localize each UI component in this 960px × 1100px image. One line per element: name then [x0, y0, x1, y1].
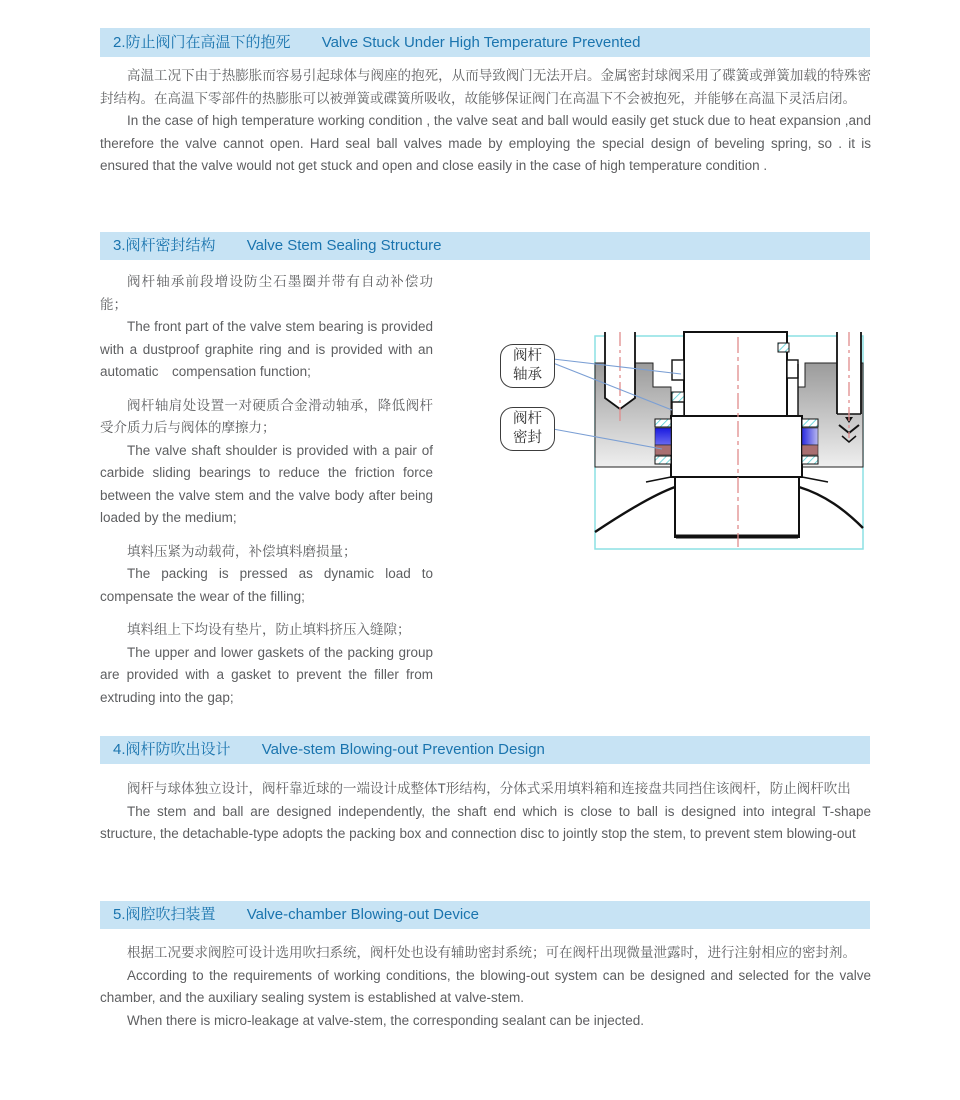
section-2-title-cn: 2.防止阀门在高温下的抱死	[113, 34, 291, 51]
upper-bearing	[778, 343, 789, 352]
callout-line: 阀杆	[513, 411, 542, 427]
section-2-paragraph-cn: 高温工况下由于热膨胀而容易引起球体与阀座的抱死，从而导致阀门无法开启。金属密封球阀采用了碟簧或弹簧加载的特殊密封结构。在高温下零部件的热膨胀可以被弹簧或碟簧所吸收，故能够保证阀门在高温下不会被抱死，并能够在高温下灵活启闭。	[100, 68, 871, 106]
feature-en: The valve shaft shoulder is provided with a pair of carbide sliding bearings to reduce the friction force between the valve stem and the valve body after being loaded by the medium;	[100, 442, 433, 525]
section-3-body	[100, 271, 433, 720]
gasket	[802, 419, 818, 427]
stem-seal-maroon	[802, 445, 818, 455]
feature-cn: 阀杆轴肩处设置一对硬质合金滑动轴承，降低阀杆受介质力后与阀体的摩擦力；	[100, 397, 433, 435]
feature-en: The upper and lower gaskets of the packing group are provided with a gasket to prevent the filler from extruding into the gap;	[100, 644, 433, 705]
feature-item	[100, 619, 433, 709]
feature-en: The packing is pressed as dynamic load to compensate the wear of the filling;	[100, 566, 433, 604]
gasket	[655, 456, 671, 464]
section-2-paragraph-en: In the case of high temperature working condition , the valve seat and ball would easily get stuck due to heat expansion ,and therefore the valve cannot open. Hard seal ball valves made by employing the special design of beveling spring, so . it is ensured that the valve would not get stuck and open and close easily in the case of high temperature condition .	[100, 113, 871, 173]
section-5-paragraph-cn: 根据工况要求阀腔可设计选用吹扫系统，阀杆处也设有辅助密封系统；可在阀杆出现微量泄露时，进行注射相应的密封剂。	[127, 945, 856, 960]
section-4-title-en: Valve-stem Blowing-out Prevention Design	[261, 741, 545, 758]
section-4-header	[100, 736, 870, 764]
section-5-body	[100, 942, 871, 1032]
stem-lower	[675, 477, 799, 537]
section-3-title-en: Valve Stem Sealing Structure	[246, 237, 442, 254]
stem-upper	[684, 332, 787, 416]
section-4-body	[100, 778, 871, 846]
valve-stem-diagram	[495, 330, 870, 558]
callout-line: 密封	[513, 430, 542, 446]
feature-cn: 填料组上下均设有垫片，防止填料挤压入缝隙；	[127, 622, 411, 637]
stem-seal-blue	[802, 428, 818, 445]
section-2-title-en: Valve Stuck Under High Temperature Prevented	[321, 34, 641, 51]
section-5-paragraph-en1: According to the requirements of working conditions, the blowing-out system can be designed and selected for the valve chamber, and the auxiliary sealing system is established at valve-stem.	[100, 967, 871, 1005]
section-5-title-en: Valve-chamber Blowing-out Device	[246, 906, 480, 923]
section-4-paragraph-cn: 阀杆与球体独立设计，阀杆靠近球的一端设计成整体T形结构，分体式采用填料箱和连接盘共同挡住该阀杆，防止阀杆吹出	[127, 781, 851, 796]
stem-seal-blue	[655, 428, 671, 445]
section-5-title-cn: 5.阀腔吹扫装置	[113, 906, 216, 923]
callout-line: 轴承	[513, 367, 542, 383]
right-step	[787, 360, 798, 378]
gasket	[655, 419, 671, 427]
gasket	[802, 456, 818, 464]
feature-item	[100, 541, 433, 609]
lower-bearing	[672, 392, 684, 402]
feature-en: The front part of the valve stem bearing is provided with a dustproof graphite ring and is provided with an automatic compensation function;	[100, 319, 433, 379]
feature-cn: 阀杆轴承前段增设防尘石墨圈并带有自动补偿功能；	[100, 274, 433, 312]
section-2-body	[100, 65, 871, 178]
callout-stem-seal	[500, 407, 555, 451]
feature-item	[100, 271, 433, 384]
section-3-header	[100, 232, 870, 260]
left-step	[672, 360, 684, 380]
section-5-paragraph-en2: When there is micro-leakage at valve-stem, the corresponding sealant can be injected.	[127, 1012, 645, 1028]
section-2-header	[100, 28, 870, 57]
section-4-title-cn: 4.阀杆防吹出设计	[113, 741, 231, 758]
section-3-title-cn: 3.阀杆密封结构	[113, 237, 216, 254]
callout-line: 阀杆	[513, 348, 542, 364]
feature-cn: 填料压紧为动载荷，补偿填料磨损量；	[127, 543, 357, 559]
callout-stem-bearing	[500, 344, 555, 388]
gland-block	[671, 416, 802, 477]
stem-seal-maroon	[655, 445, 671, 455]
feature-item	[100, 395, 433, 530]
section-5-header	[100, 901, 870, 929]
section-4-paragraph-en: The stem and ball are designed independently, the shaft end which is close to ball is designed into integral T-shape structure, the detachable-type adopts the packing box and connection disc to jointly stop the stem, to prevent stem blowing-out	[100, 803, 871, 841]
